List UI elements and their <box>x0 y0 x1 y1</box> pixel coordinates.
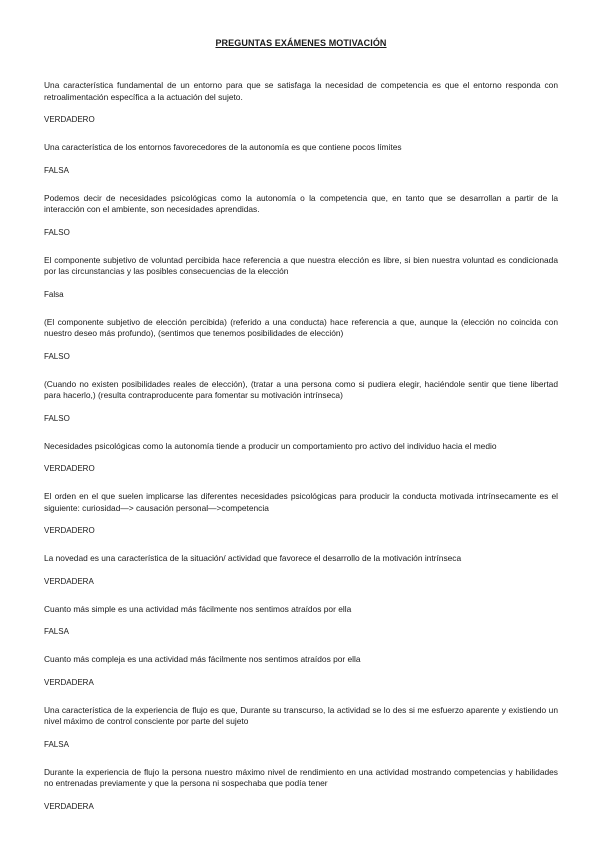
document-page <box>44 38 558 829</box>
question-4: El componente subjetivo de voluntad percibida hace referencia a que nuestra elección es libre, si bien nuestra voluntad es condicionada por las circunstancias y las posibles consecuencias de la elección <box>44 254 558 276</box>
answer-11: VERDADERA <box>44 677 94 687</box>
answer-7: VERDADERO <box>44 464 95 473</box>
answer-8: VERDADERO <box>44 526 95 535</box>
answer-6: FALSO <box>44 413 70 423</box>
question-3: Podemos decir de necesidades psicológicas como la autonomía o la competencia que, en tanto que se desarrollan a partir de la interacción con el ambiente, son necesidades aprendidas. <box>44 192 558 214</box>
answer-4: Falsa <box>44 289 64 299</box>
question-7: Necesidades psicológicas como la autonomía tiende a producir un comportamiento pro activo del individuo hacia el medio <box>44 440 497 451</box>
answer-2: FALSA <box>44 165 69 175</box>
question-12: Una característica de la experiencia de flujo es que, Durante su transcurso, la actividad se lo des si me esfuerzo aparente y existiendo un nivel máximo de control consciente por parte del sujeto <box>44 704 558 726</box>
question-5: (El componente subjetivo de elección percibida) (referido a una conducta) hace referencia a que, aunque la (elección no coincida con nuestro deseo más profundo), (sentimos que tenemos posibilidades de elección) <box>44 316 558 338</box>
page-title: PREGUNTAS EXÁMENES MOTIVACIÓN <box>215 38 387 48</box>
question-8: El orden en el que suelen implicarse las diferentes necesidades psicológicas para producir la conducta motivada intrínsecamente es el siguiente: curiosidad—> causación personal—>competencia <box>44 491 558 513</box>
question-11: Cuanto más compleja es una actividad más fácilmente nos sentimos atraídos por ella <box>44 654 361 664</box>
answer-13: VERDADERA <box>44 801 94 811</box>
question-1: Una característica fundamental de un entorno para que se satisfaga la necesidad de competencia es que el entorno responda con retroalimentación específica a la actuación del sujeto. <box>44 80 558 102</box>
answer-3: FALSO <box>44 227 70 237</box>
question-6: (Cuando no existen posibilidades reales de elección), (tratar a una persona como si pudiera elegir, haciéndole sentir que tiene libertad para hacerlo,) (resulta contraproducente para fomentar su motivación intrínseca) <box>44 378 558 400</box>
answer-9: VERDADERA <box>44 576 94 586</box>
answer-12: FALSA <box>44 739 69 749</box>
question-10: Cuanto más simple es una actividad más fácilmente nos sentimos atraídos por ella <box>44 603 352 614</box>
answer-5: FALSO <box>44 351 70 361</box>
answer-1: VERDADERO <box>44 115 95 124</box>
question-13: Durante la experiencia de flujo la persona nuestro máximo nivel de rendimiento en una actividad mostrando competencias y habilidades no entrenadas previamente y que la persona ni sospechaba que podía tener <box>44 766 558 788</box>
question-9: La novedad es una característica de la situación/ actividad que favorece el desarrollo de la motivación intrínseca <box>44 553 462 563</box>
answer-10: FALSA <box>44 627 69 636</box>
question-2: Una característica de los entornos favorecedores de la autonomía es que contiene pocos límites <box>44 142 402 152</box>
